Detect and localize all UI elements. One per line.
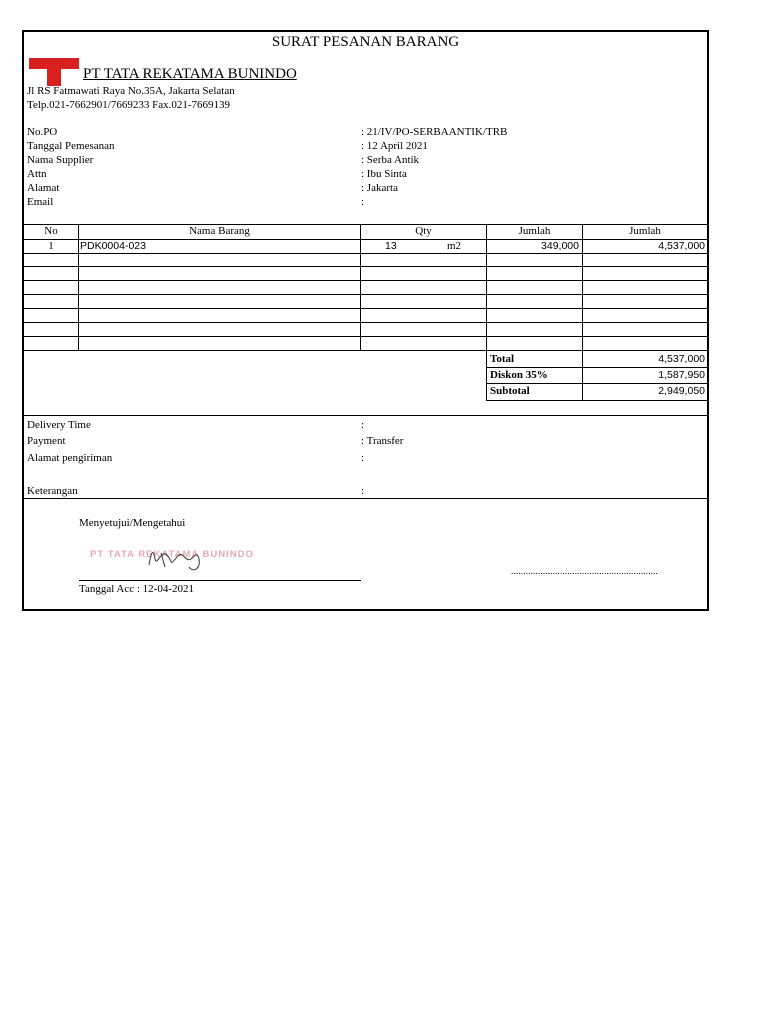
terms-top-border xyxy=(24,415,707,416)
info-label-tanggal: Tanggal Pemesanan xyxy=(27,140,115,152)
subtotal-label: Subtotal xyxy=(490,385,530,397)
payment-label: Payment xyxy=(27,435,66,447)
table-row-border xyxy=(24,322,707,323)
info-value-email: : xyxy=(361,196,365,208)
info-label-supplier: Nama Supplier xyxy=(27,154,94,166)
table-row-border xyxy=(24,308,707,309)
col-header-jumlah-total: Jumlah xyxy=(629,225,661,237)
table-col-divider xyxy=(360,224,361,350)
shipping-address-label: Alamat pengiriman xyxy=(27,452,113,464)
totals-bottom-border xyxy=(486,400,707,401)
table-col-divider xyxy=(78,224,79,350)
delivery-time-value: : xyxy=(361,419,365,431)
col-header-nama-barang: Nama Barang xyxy=(189,225,250,237)
discount-value: 1,587,950 xyxy=(658,369,705,381)
row-unit: m2 xyxy=(447,240,462,252)
table-row-border xyxy=(24,336,707,337)
approval-label: Menyetujui/Mengetahui xyxy=(79,517,186,529)
subtotal-value: 2,949,050 xyxy=(658,385,705,397)
remarks-label: Keterangan xyxy=(27,485,78,497)
table-row-border xyxy=(24,280,707,281)
info-label-alamat: Alamat xyxy=(27,182,60,194)
total-value: 4,537,000 xyxy=(658,353,705,365)
info-label-no-po: No.PO xyxy=(27,126,58,138)
signature-icon xyxy=(139,537,219,577)
totals-row-border xyxy=(486,367,707,368)
totals-row-border xyxy=(486,383,707,384)
info-value-tanggal: : 12 April 2021 xyxy=(361,140,428,152)
row-no: 1 xyxy=(48,240,54,252)
signature-line xyxy=(79,580,361,581)
document-title: SURAT PESANAN BARANG xyxy=(271,34,460,50)
info-value-alamat: : Jakarta xyxy=(361,182,398,194)
info-label-attn: Attn xyxy=(27,168,47,180)
col-header-qty: Qty xyxy=(415,225,432,237)
row-price: 349,000 xyxy=(541,240,579,252)
total-label: Total xyxy=(490,353,515,365)
discount-label: Diskon 35% xyxy=(490,369,548,381)
signature-top-border xyxy=(24,498,707,499)
table-row-border xyxy=(24,294,707,295)
info-label-email: Email xyxy=(27,196,54,208)
company-phone: Telp.021-7662901/7669233 Fax.021-7669139 xyxy=(27,99,231,111)
payment-value: : Transfer xyxy=(361,435,404,447)
info-value-supplier: : Serba Antik xyxy=(361,154,420,166)
info-value-attn: : Ibu Sinta xyxy=(361,168,407,180)
delivery-time-label: Delivery Time xyxy=(27,419,91,431)
row-item-name: PDK0004-023 xyxy=(80,240,146,252)
col-header-no: No xyxy=(44,225,58,237)
row-amount: 4,537,000 xyxy=(658,240,705,252)
table-row-border xyxy=(24,266,707,267)
row-qty: 13 xyxy=(385,240,397,252)
col-header-jumlah: Jumlah xyxy=(518,225,551,237)
company-stamp: PT TATA REKATAMA BUNINDO xyxy=(90,549,254,560)
info-value-no-po: : 21/IV/PO-SERBAANTIK/TRB xyxy=(361,126,508,138)
company-name: PT TATA REKATAMA BUNINDO xyxy=(83,66,297,82)
table-row-border xyxy=(24,253,707,254)
shipping-address-value: : xyxy=(361,452,365,464)
approval-date: Tanggal Acc : 12-04-2021 xyxy=(79,583,195,595)
table-bottom-border xyxy=(24,350,707,351)
second-signature-line: ............................................................ xyxy=(511,566,658,576)
remarks-value: : xyxy=(361,485,365,497)
company-address: Jl RS Fatmawati Raya No.35A, Jakarta Selatan xyxy=(27,85,235,97)
company-logo-icon xyxy=(29,58,81,86)
purchase-order-document xyxy=(22,30,709,611)
